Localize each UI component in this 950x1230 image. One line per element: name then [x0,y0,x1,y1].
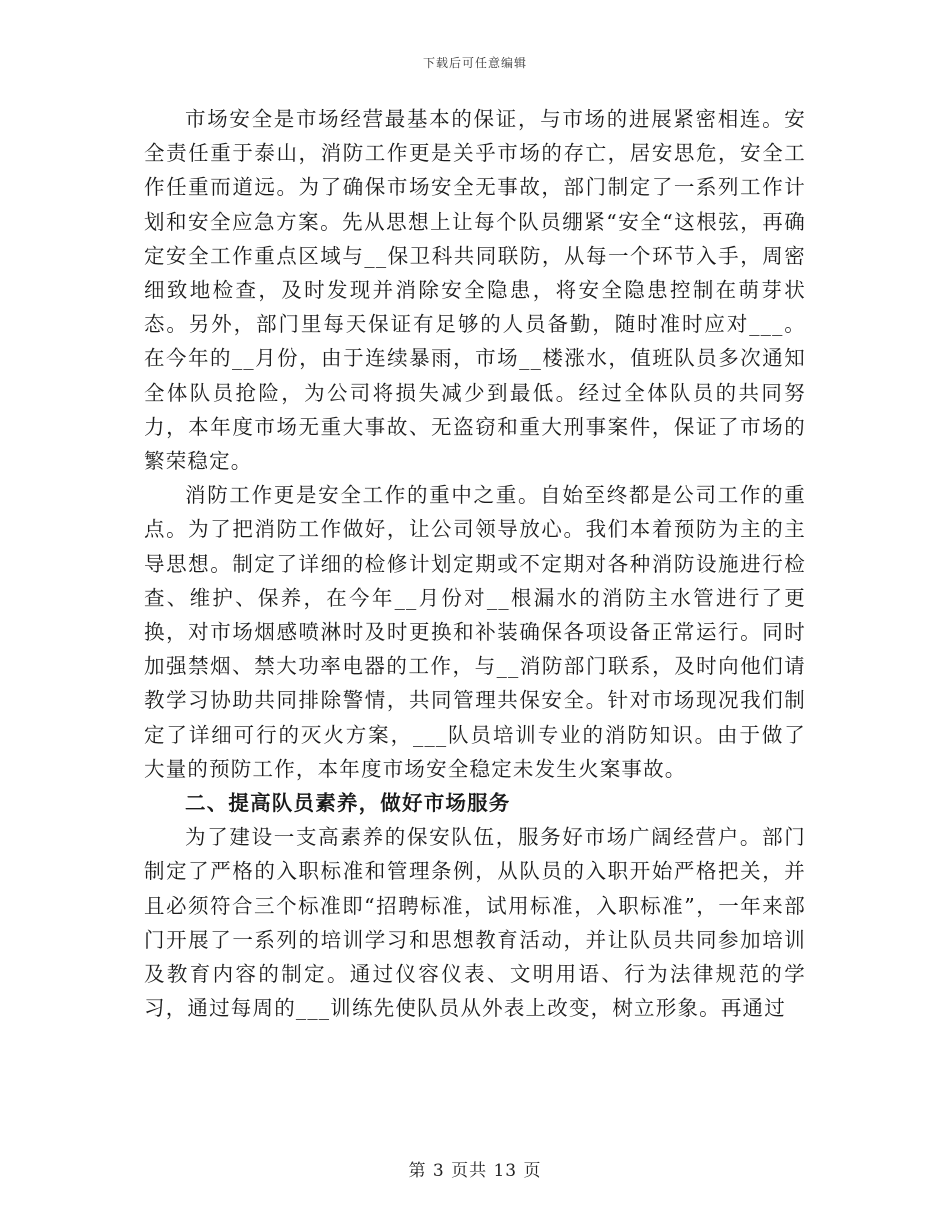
body-paragraph-fire-prevention: 消防工作更是安全工作的重中之重。自始至终都是公司工作的重点。为了把消防工作做好，让公司领导放心。我们本着预防为主的主导思想。制定了详细的检修计划定期或不定期对各种消防设施进行检查、维护、保养，在今年__月份对__根漏水的消防主水管进行了更换，对市场烟感喷淋时及时更换和补装确保各项设备正常运行。同时加强禁烟、禁大功率电器的工作，与__消防部门联系，及时向他们请教学习协助共同排除警情，共同管理共保安全。针对市场现况我们制定了详细可行的灭火方案，___队员培训专业的消防知识。由于做了大量的预防工作，本年度市场安全稳定未发生火案事故。 [144,483,806,781]
page-header: 下载后可任意编辑 [422,56,527,70]
section-heading: 二、提高队员素养，做好市场服务 [185,791,511,816]
body-paragraph-fire-safety-overview: 市场安全是市场经营最基本的保证，与市场的进展紧密相连。安全责任重于泰山，消防工作更是关乎市场的存亡，居安思危，安全工作任重而道远。为了确保市场安全无事故，部门制定了一系列工作计划和安全应急方案。先从思想上让每个队员绷紧“安全“这根弦，再确定安全工作重点区域与__保卫科共同联防，从每一个环节入手，周密细致地检查，及时发现并消除安全隐患，将安全隐患控制在萌芽状态。另外，部门里每天保证有足够的人员备勤，随时准时应对___。在今年的__月份，由于连续暴雨，市场__楼涨水，值班队员多次通知全体队员抢险，为公司将损失减少到最低。经过全体队员的共同努力，本年度市场无重大事故、无盗窃和重大刑事案件，保证了市场的繁荣稳定。 [144,107,806,474]
document-body [144,102,806,1025]
body-paragraph-staff-training: 为了建设一支高素养的保安队伍，服务好市场广阔经营户。部门制定了严格的入职标准和管理条例，从队员的入职开始严格把关，并且必须符合三个标准即“招聘标准，试用标准，入职标准”，一年来部门开展了一系列的培训学习和思想教育活动，并让队员共同参加培训及教育内容的制定。通过仪容仪表、文明用语、行为法律规范的学习，通过每周的___训练先使队员从外表上改变，树立形象。再通过 [144,825,806,1021]
page-number-footer: 第 3 页共 13 页 [408,1161,542,1181]
